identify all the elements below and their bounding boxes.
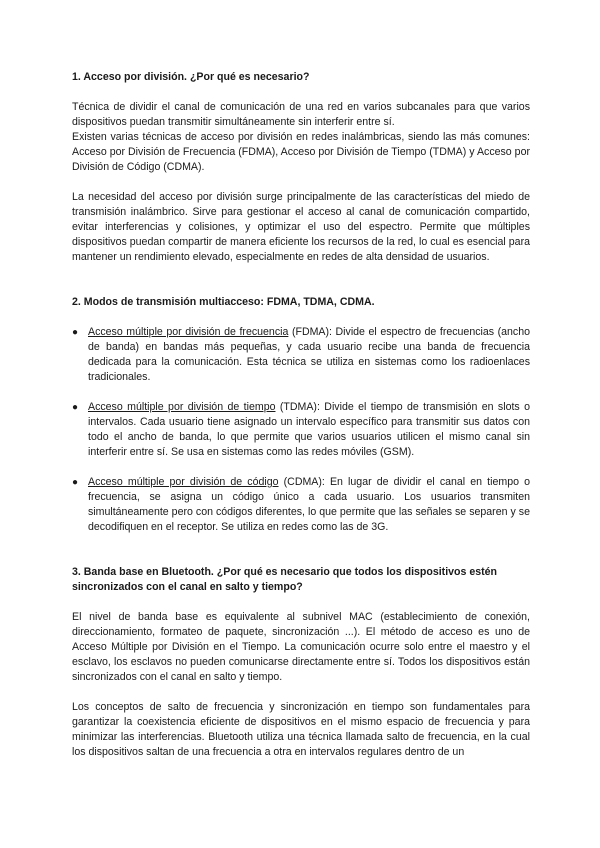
section-3-heading: 3. Banda base en Bluetooth. ¿Por qué es necesario que todos los dispositivos estén sincronizados con el canal en salto y tiempo? [72,566,498,593]
fdma-term: Acceso múltiple por división de frecuencia [88,326,289,338]
section-3-paragraph-2: Los conceptos de salto de frecuencia y sincronización en tiempo son fundamentales para garantizar la coexistencia eficiente de dispositivos en el mismo espacio de frecuencia y para minimizar las interferencias. Bluetooth utiliza una técnica llamada salto de frecuencia, en la cual los dispositivos saltan de una frecuencia a otra en intervalos regulares dentro de un [72,701,530,758]
section-1-paragraph-2: Existen varias técnicas de acceso por división en redes inalámbricas, siendo las más comunes: Acceso por División de Frecuencia (FDMA), Acceso por División de Tiempo (TDMA) y Acceso por División de Código (CDMA). [72,131,530,173]
tdma-term: Acceso múltiple por división de tiempo [88,401,276,413]
list-item-cdma [72,475,530,535]
fdma-description: (FDMA): Divide el espectro de frecuencias (ancho de banda) en bandas más pequeñas, y cada usuario recibe una banda de frecuencia dedicada para la comunicación. Esta técnica se utiliza en sistemas como los radioenlaces tradicionales. [88,326,531,383]
bullet-icon: ● [72,402,79,413]
document-page [72,70,530,760]
list-item-tdma [72,400,530,460]
section-1-heading: 1. Acceso por división. ¿Por qué es necesario? [72,71,310,83]
tdma-description: (TDMA): Divide el tiempo de transmisión en slots o intervalos. Cada usuario tiene asignado un intervalo específico para transmitir sus datos con todo el ancho de banda, lo que permite que varios usuarios utilicen el mismo canal sin interferir entre sí. Se usa en sistemas como las redes móviles (GSM). [88,401,530,458]
list-item-fdma [72,325,530,385]
bullet-icon: ● [72,477,79,488]
section-2-heading: 2. Modos de transmisión multiacceso: FDMA, TDMA, CDMA. [72,296,375,308]
section-1-paragraph-1: Técnica de dividir el canal de comunicación de una red en varios subcanales para que varios dispositivos puedan transmitir simultáneamente sin interferir entre sí. [72,101,530,128]
access-modes-list [72,325,530,535]
cdma-term: Acceso múltiple por división de código [88,476,279,488]
cdma-description: (CDMA): En lugar de dividir el canal en tiempo o frecuencia, se asigna un código único a cada usuario. Los usuarios transmiten simultáneamente pero con códigos diferentes, lo que permite que las señales se separen y se decodifiquen en el receptor. Se utiliza en redes como las de 3G. [88,476,530,533]
bullet-icon: ● [72,327,79,338]
section-1-paragraph-3: La necesidad del acceso por división surge principalmente de las características del miedo de transmisión inalámbrico. Sirve para gestionar el acceso al canal de comunicación compartido, evitar interferencias y colisiones, y optimizar el uso del espectro. Permite que múltiples dispositivos puedan compartir de manera eficiente los recursos de la red, lo cual es esencial para mantener un rendimiento elevado, especialmente en redes de alta densidad de usuarios. [72,191,530,263]
section-3-paragraph-1: El nivel de banda base es equivalente al subnivel MAC (establecimiento de conexión, direccionamiento, formateo de paquete, sincronización ...). El método de acceso es uno de Acceso Múltiple por División en el Tiempo. La comunicación ocurre solo entre el maestro y el esclavo, los esclavos no pueden comunicarse directamente entre sí. Todos los dispositivos están sincronizados con el canal en salto y tiempo. [72,611,530,683]
